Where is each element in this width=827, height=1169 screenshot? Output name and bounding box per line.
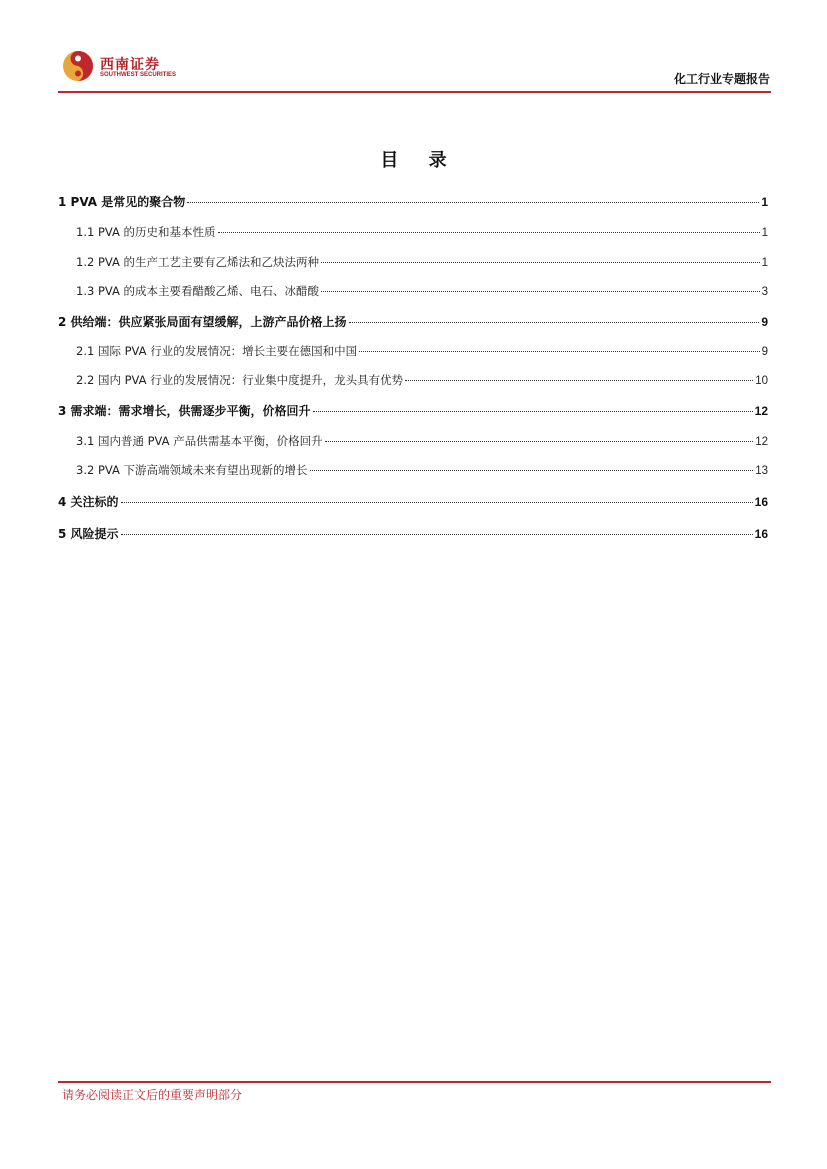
toc-entry[interactable] [58,402,768,422]
toc-entry-page: 16 [754,527,768,541]
toc-entry-page: 3 [761,286,768,298]
toc-dot-leader [359,351,759,352]
toc-entry-page: 12 [754,404,768,418]
toc-entry-text: 2.2 国内 PVA 行业的发展情况：行业集中度提升，龙头具有优势 [76,373,404,387]
toc-dot-leader [218,232,760,233]
toc-entry-page: 13 [755,465,768,477]
disclaimer-note: 请务必阅读正文后的重要声明部分 [62,1088,243,1102]
toc-entry-text: 1.1 PVA 的历史和基本性质 [76,225,216,239]
toc-entry-page: 16 [754,495,768,509]
toc-entry-page: 9 [761,346,768,358]
toc-dot-leader [405,380,753,381]
toc-entry-text: 1.3 PVA 的成本主要看醋酸乙烯、电石、冰醋酸 [76,284,320,298]
toc-dot-leader [187,202,759,203]
toc-entry-text: 2 供给端：供应紧张局面有望缓解，上游产品价格上扬 [58,315,347,329]
toc-entry-text: 1.2 PVA 的生产工艺主要有乙烯法和乙炔法两种 [76,255,320,269]
toc-dot-leader [121,502,753,503]
toc-entry-text: 2.1 国际 PVA 行业的发展情况：增长主要在德国和中国 [76,344,358,358]
toc-dot-leader [121,534,753,535]
toc-entry-page: 1 [761,227,768,239]
footer-divider [58,1081,771,1083]
toc-entry-page: 9 [761,315,768,329]
toc-entry-page: 10 [755,375,768,387]
toc-entry[interactable] [58,493,768,513]
toc-entry[interactable] [58,525,768,545]
company-logo [62,50,182,86]
toc-entry[interactable] [76,462,768,482]
toc-entry-text: 3.1 国内普通 PVA 产品供需基本平衡，价格回升 [76,434,323,448]
report-type-label: 化工行业专题报告 [673,72,770,86]
header-divider [58,91,771,93]
toc-entry[interactable] [58,313,768,333]
toc-title: 目 录 [380,150,459,171]
toc-dot-leader [313,411,753,412]
toc-entry-text: 3.2 PVA 下游高端领域未来有望出现新的增长 [76,463,308,477]
logo-english-name: SOUTHWEST SECURITIES [100,72,177,78]
toc-entry-text: 4 关注标的 [58,495,119,509]
toc-entry[interactable] [58,193,768,213]
toc-entry-page: 12 [755,436,768,448]
toc-entry-text: 1 PVA 是常见的聚合物 [58,195,186,209]
toc-entry-page: 1 [761,257,768,269]
toc-dot-leader [321,262,760,263]
toc-dot-leader [325,441,754,442]
toc-dot-leader [321,291,760,292]
toc-entry[interactable] [76,224,768,244]
toc-dot-leader [349,322,760,323]
toc-entry[interactable] [76,433,768,453]
toc-entry[interactable] [76,372,768,392]
page-header [58,48,770,92]
toc-entry[interactable] [76,254,768,274]
toc-entry[interactable] [76,343,768,363]
logo-chinese-name: 西南证券 [100,57,160,73]
toc-entry[interactable] [76,283,768,303]
toc-entry-text: 5 风险提示 [58,527,119,541]
southwest-securities-logo-icon [62,50,94,82]
toc-entry-page: 1 [761,195,768,209]
toc-entry-text: 3 需求端：需求增长，供需逐步平衡，价格回升 [58,404,311,418]
toc-dot-leader [310,470,754,471]
